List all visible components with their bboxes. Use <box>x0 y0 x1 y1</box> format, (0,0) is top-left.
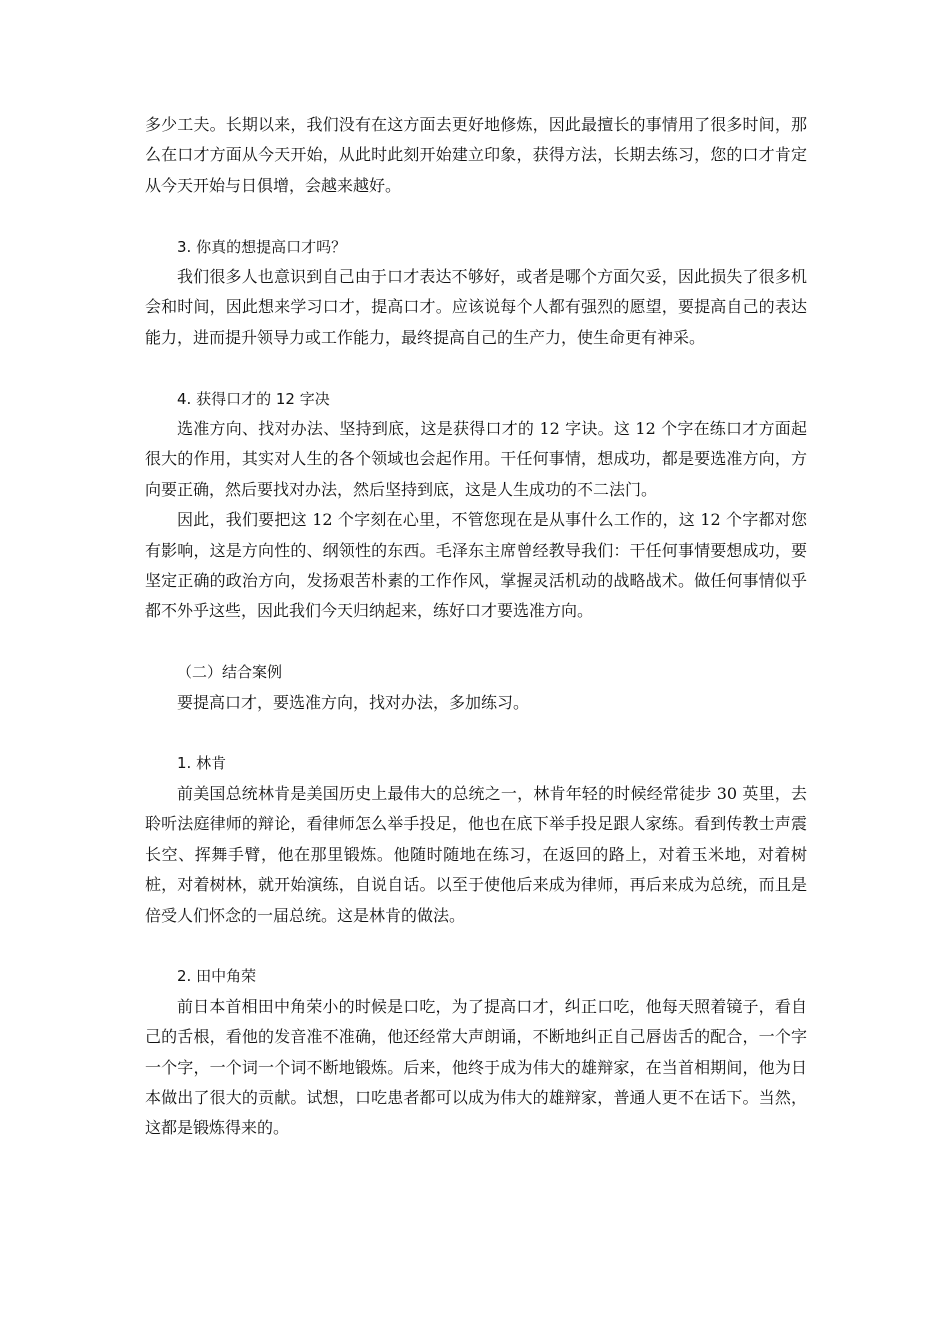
document-page <box>145 110 807 1144</box>
part-2-paragraph: 要提高口才，要选准方向，找对办法，多加练习。 <box>177 692 530 712</box>
section-3-paragraph: 我们很多人也意识到自己由于口才表达不够好，或者是哪个方面欠妥，因此损失了很多机会和时间，因此想来学习口才，提高口才。应该说每个人都有强烈的愿望，要提高自己的表达能力，进而提升领导力或工作能力，最终提高自己的生产力，使生命更有神采。 <box>145 267 807 347</box>
section-3-heading: 3. 你真的想提高口才吗？ <box>177 237 347 256</box>
spacer <box>145 627 807 657</box>
case-1-paragraph: 前美国总统林肯是美国历史上最伟大的总统之一，林肯年轻的时候经常徒步 30 英里，去聆听法庭律师的辩论，看律师怎么举手投足，他也在底下举手投足跟人家练。看到传教士声震长空、挥舞手臂，他在那里锻炼。他随时随地在练习，在返回的路上，对着玉米地，对着树桩，对着树林，就开始演练，自说自话。以至于使他后来成为律师，再后来成为总统，而且是倍受人们怀念的一届总统。这是林肯的做法。 <box>145 783 807 925</box>
spacer <box>145 353 807 383</box>
spacer <box>145 201 807 231</box>
intro-paragraph: 多少工夫。长期以来，我们没有在这方面去更好地修炼，因此最擅长的事情用了很多时间，那么在口才方面从今天开始，从此时此刻开始建立印象，获得方法，长期去练习，您的口才肯定从今天开始与日俱增，会越来越好。 <box>145 115 807 195</box>
section-4-paragraph-2: 因此，我们要把这 12 个字刻在心里，不管您现在是从事什么工作的，这 12 个字都对您有影响，这是方向性的、纲领性的东西。毛泽东主席曾经教导我们：干任何事情要想成功，要坚定正确的政治方向，发扬艰苦朴素的工作作风，掌握灵活机动的战略战术。做任何事情似乎都不外乎这些，因此我们今天归纳起来，练好口才要选准方向。 <box>145 510 807 621</box>
case-1-heading: 1. 林肯 <box>177 754 227 773</box>
case-2-heading: 2. 田中角荣 <box>177 967 257 986</box>
part-2-heading: （二）结合案例 <box>177 663 283 682</box>
spacer <box>145 931 807 961</box>
section-4-paragraph-1: 选准方向、找对办法、坚持到底，这是获得口才的 12 字诀。这 12 个字在练口才方面起很大的作用，其实对人生的各个领域也会起作用。干任何事情，想成功，都是要选准方向，方向要正确，然后要找对办法，然后坚持到底，这是人生成功的不二法门。 <box>145 419 807 499</box>
section-4-heading: 4. 获得口才的 12 字决 <box>177 389 330 408</box>
spacer <box>145 718 807 748</box>
case-2-paragraph: 前日本首相田中角荣小的时候是口吃，为了提高口才，纠正口吃，他每天照着镜子，看自己的舌根，看他的发音准不准确，他还经常大声朗诵，不断地纠正自己唇齿舌的配合，一个字一个字，一个词一个词不断地锻炼。后来，他终于成为伟大的雄辩家，在当首相期间，他为日本做出了很大的贡献。试想，口吃患者都可以成为伟大的雄辩家，普通人更不在话下。当然，这都是锻炼得来的。 <box>145 996 807 1138</box>
